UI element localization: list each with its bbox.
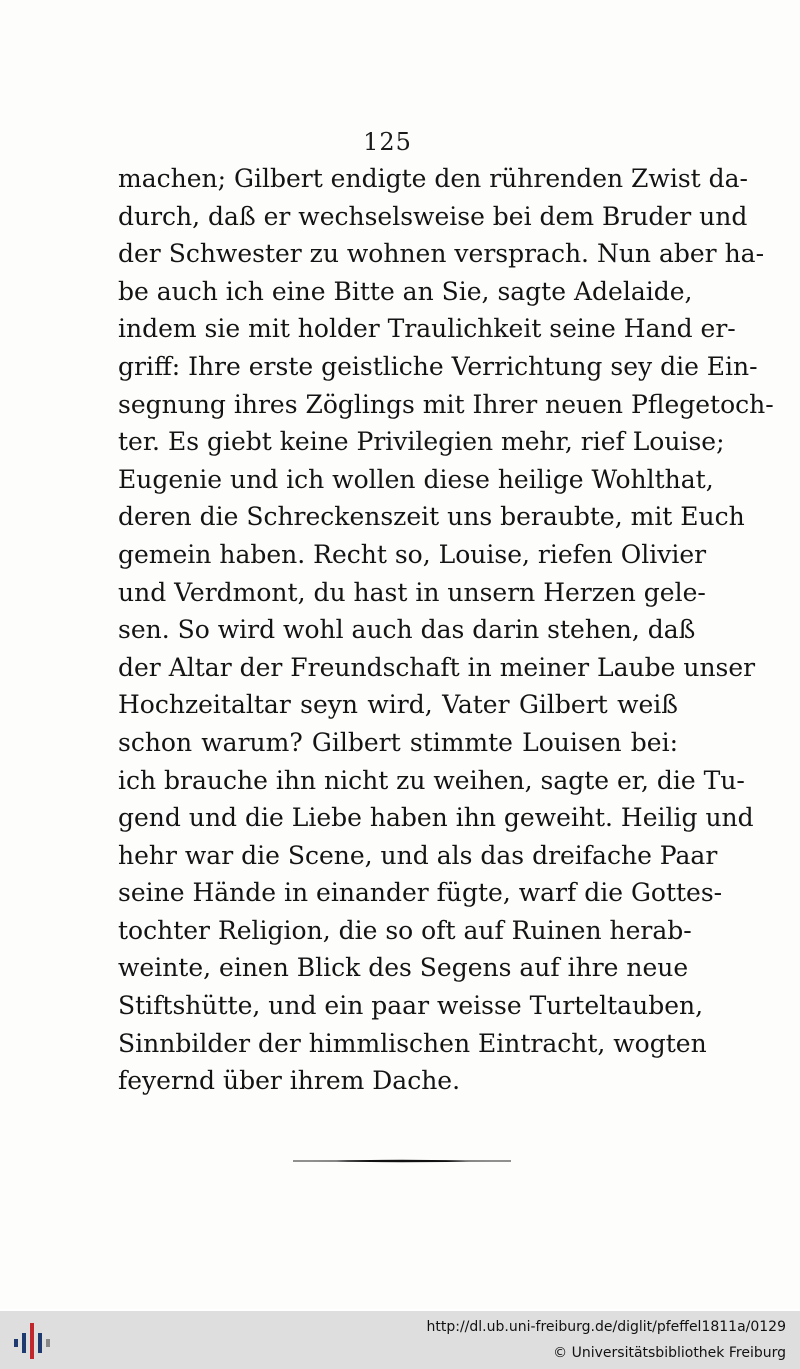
text-line: ter. Es giebt keine Privilegien mehr, rief Louise; — [118, 427, 725, 457]
text-line: seine Hände in einander fügte, warf die Gottes- — [118, 878, 723, 908]
page-number: 125 — [363, 128, 412, 156]
text-line: weinte, einen Blick des Segens auf ihre neue — [118, 953, 689, 983]
text-line: hehr war die Scene, und als das dreifache Paar — [118, 840, 718, 870]
permalink-url[interactable]: http://dl.ub.uni-freiburg.de/diglit/pfeffel1811a/0129 — [426, 1319, 786, 1335]
text-line: Sinnbilder der himmlischen Eintracht, wogten — [118, 1028, 707, 1058]
text-line: und Verdmont, du hast in unsern Herzen gele- — [118, 577, 706, 607]
text-line: Eugenie und ich wollen diese heilige Wohlthat, — [118, 464, 714, 494]
text-line: der Schwester zu wohnen versprach. Nun aber ha- — [118, 239, 765, 269]
text-line: tochter Religion, die so oft auf Ruinen herab- — [118, 915, 692, 945]
text-line: sen. So wird wohl auch das darin stehen, daß — [118, 615, 696, 645]
text-line: deren die Schreckenszeit uns beraubte, mit Euch — [118, 502, 745, 532]
text-line: segnung ihres Zöglings mit Ihrer neuen Pflegetoch- — [118, 389, 774, 419]
text-line: ich brauche ihn nicht zu weihen, sagte er, die Tu- — [118, 765, 745, 795]
text-line: der Altar der Freundschaft in meiner Laube unser — [118, 652, 756, 682]
text-line: Hochzeitaltar seyn wird, Vater Gilbert weiß — [118, 690, 678, 720]
text-line: feyernd über ihrem Dache. — [118, 1066, 461, 1096]
library-footer — [0, 1311, 800, 1369]
page-text — [118, 160, 774, 1100]
text-line: schon warum? Gilbert stimmte Louisen bei: — [118, 727, 678, 757]
text-line: be auch ich eine Bitte an Sie, sagte Adelaide, — [118, 276, 693, 306]
text-line: griff: Ihre erste geistliche Verrichtung sey die Ein- — [118, 351, 758, 381]
text-line: gemein haben. Recht so, Louise, riefen Olivier — [118, 539, 707, 569]
text-line: Stiftshütte, und ein paar weisse Turteltauben, — [118, 991, 704, 1021]
text-line: gend und die Liebe haben ihn geweiht. Heilig und — [118, 803, 754, 833]
text-line: durch, daß er wechselsweise bei dem Bruder und — [118, 201, 748, 231]
ub-freiburg-logo-icon — [12, 1319, 52, 1363]
text-line: machen; Gilbert endigte den rührenden Zwist da- — [118, 164, 749, 193]
copyright-notice: © Universitätsbibliothek Freiburg — [553, 1345, 786, 1361]
text-line: indem sie mit holder Traulichkeit seine Hand er- — [118, 314, 736, 344]
end-rule-ornament — [293, 1158, 511, 1164]
